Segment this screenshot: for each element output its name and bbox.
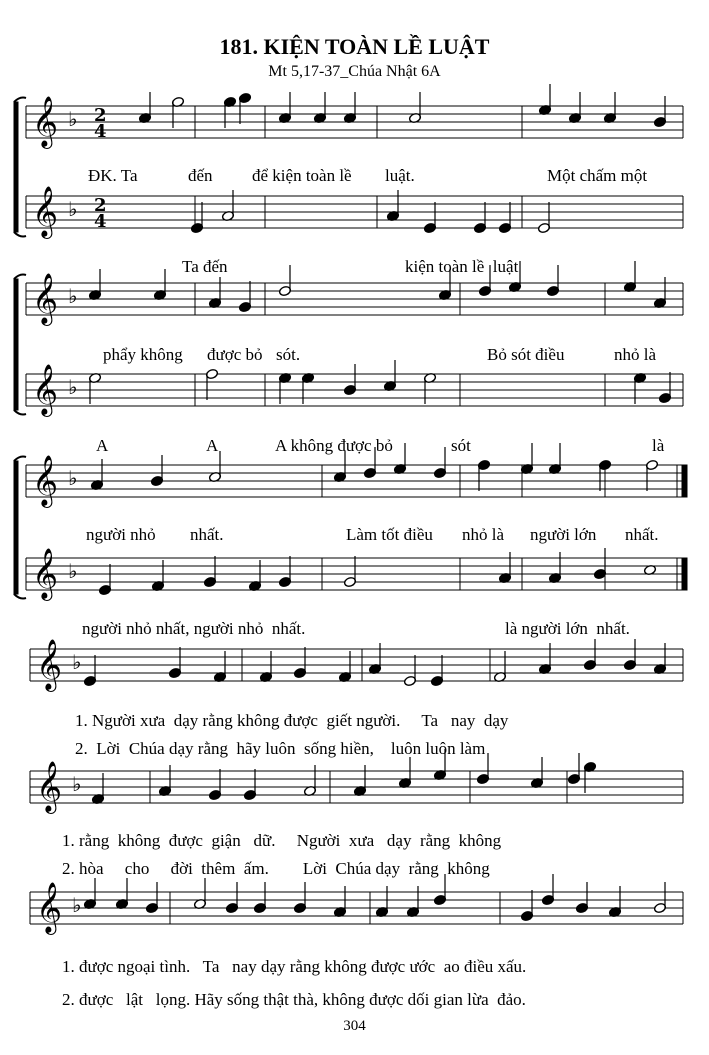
system-bracket bbox=[14, 279, 18, 410]
lyric-r3-l1: người nhỏ nhất, người nhỏ nhất. bbox=[82, 619, 306, 638]
bracket-hook bbox=[14, 594, 26, 599]
lyric-r3-u5: người lớn bbox=[530, 525, 597, 544]
lyric-verse2-row6: 2. được lật lọng. Hãy sống thật thà, không được dối gian lừa đảo. bbox=[62, 990, 526, 1009]
lyric-r2-l1: A bbox=[96, 436, 109, 455]
treble-clef-icon: 𝄞 bbox=[32, 548, 59, 599]
lyric-r3-l2: là người lớn nhất. bbox=[505, 619, 630, 638]
treble-clef-icon: 𝄞 bbox=[32, 364, 59, 415]
flat-sign-icon: ♭ bbox=[72, 772, 82, 796]
time-signature-top: 2 bbox=[94, 195, 107, 216]
time-signature-bottom: 4 bbox=[94, 211, 107, 232]
lyric-r1-l1: Ta đến bbox=[182, 257, 228, 276]
lyric-r1-u5: Một chấm một bbox=[547, 166, 648, 185]
lyric-r3-u2: nhất. bbox=[190, 525, 224, 544]
flat-sign-icon: ♭ bbox=[72, 893, 82, 917]
lyric-verse2-row5: 2. hòa cho đời thêm ấm. Lời Chúa dạy rằng không bbox=[62, 859, 490, 878]
flat-sign-icon: ♭ bbox=[68, 375, 78, 399]
flat-sign-icon: ♭ bbox=[68, 284, 78, 308]
bracket-hook bbox=[14, 457, 26, 462]
lyric-r1-u1: ĐK. Ta bbox=[88, 166, 138, 185]
time-signature-bottom: 4 bbox=[94, 121, 107, 142]
system-bracket bbox=[14, 461, 18, 594]
lyric-r2-l5: là bbox=[652, 436, 665, 455]
bracket-hook bbox=[14, 410, 26, 415]
treble-clef-icon: 𝄞 bbox=[32, 186, 59, 237]
final-barline bbox=[682, 465, 687, 497]
flat-sign-icon: ♭ bbox=[68, 197, 78, 221]
lyric-r3-u4: nhỏ là bbox=[462, 525, 505, 544]
page-number: 304 bbox=[343, 1018, 366, 1034]
lyric-verse1-row6: 1. được ngoại tình. Ta nay dạy rằng không được ước ao điều xấu. bbox=[62, 957, 527, 976]
lyric-r1-u4: luật. bbox=[385, 166, 415, 185]
treble-clef-icon: 𝄞 bbox=[32, 455, 59, 506]
system-bracket bbox=[14, 102, 18, 232]
lyric-r2-u2: được bỏ bbox=[207, 345, 263, 364]
time-signature-top: 2 bbox=[94, 105, 107, 126]
lyric-verse1-row5: 1. rằng không được giận dữ. Người xưa dạy rằng không bbox=[62, 831, 502, 850]
bracket-hook bbox=[14, 98, 26, 103]
lyric-r2-u5: nhỏ là bbox=[614, 345, 657, 364]
lyric-r2-u4: Bỏ sót điều bbox=[487, 345, 565, 364]
lyric-r2-l4: sót bbox=[451, 436, 471, 455]
lyric-verse2-row4: 2. Lời Chúa dạy rằng hãy luôn sống hiền, luôn luôn làm bbox=[75, 739, 486, 758]
lyric-r2-u3: sót. bbox=[276, 345, 301, 364]
song-subtitle: Mt 5,17-37_Chúa Nhật 6A bbox=[268, 63, 441, 80]
treble-clef-icon: 𝄞 bbox=[32, 96, 59, 147]
bracket-hook bbox=[14, 232, 26, 237]
lyric-r2-l2: A bbox=[206, 436, 219, 455]
flat-sign-icon: ♭ bbox=[72, 650, 82, 674]
treble-clef-icon: 𝄞 bbox=[36, 639, 63, 690]
flat-sign-icon: ♭ bbox=[68, 559, 78, 583]
treble-clef-icon: 𝄞 bbox=[36, 882, 63, 933]
lyric-r2-u1: phẩy không bbox=[103, 345, 183, 364]
song-title: 181. KIỆN TOÀN LỀ LUẬT bbox=[219, 34, 490, 59]
flat-sign-icon: ♭ bbox=[68, 466, 78, 490]
lyric-verse1-row4: 1. Người xưa dạy rằng không được giết người. Ta nay dạy bbox=[75, 711, 509, 730]
treble-clef-icon: 𝄞 bbox=[32, 273, 59, 324]
flat-sign-icon: ♭ bbox=[68, 107, 78, 131]
lyric-r1-u3: để kiện toàn lề bbox=[252, 166, 352, 185]
lyric-r1-u2: đến bbox=[188, 166, 213, 185]
bracket-hook bbox=[14, 275, 26, 280]
lyric-r3-u6: nhất. bbox=[625, 525, 659, 544]
final-barline bbox=[682, 558, 687, 590]
treble-clef-icon: 𝄞 bbox=[36, 761, 63, 812]
lyric-r3-u1: người nhỏ bbox=[86, 525, 156, 544]
lyric-r1-l2: kiện toàn lề luật bbox=[405, 257, 519, 276]
lyric-r2-l3: A không được bỏ bbox=[275, 436, 393, 455]
lyric-r3-u3: Làm tốt điều bbox=[346, 525, 433, 544]
